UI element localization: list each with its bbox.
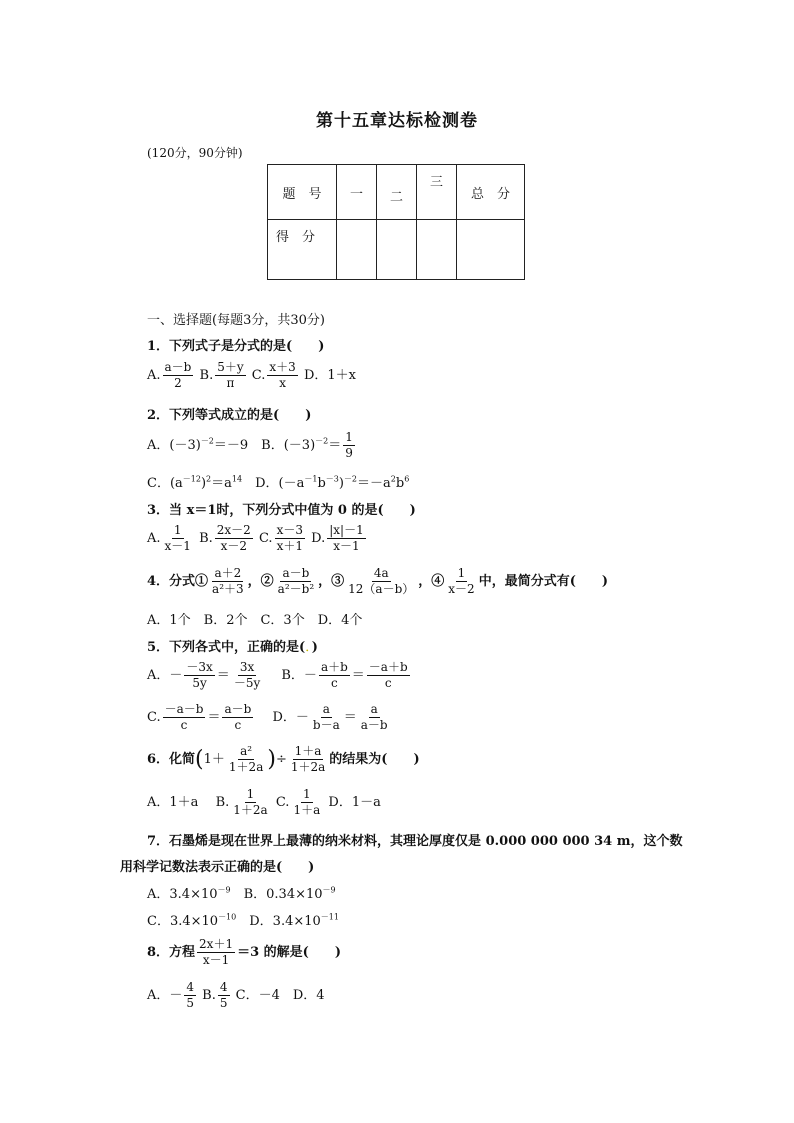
q5-stem: 5．下列各式中，正确的是(．) xyxy=(147,640,318,655)
q5-options-cd: C. $\frac{-a-b}{c}$ ＝ $\frac{a-b}{c}$ D．－ $\frac{a}{b-a}$ ＝ $\frac{a}{a-b}$ xyxy=(147,702,388,732)
header-total: 总 分 xyxy=(457,165,525,220)
q1-options: A. $\frac{a-b}{2}$ B. $\frac{5+y}{\pi}$ C. $\frac{x+3}{x}$ D．1＋x xyxy=(147,360,356,390)
q8-stem: 8．方程 $\frac{2x+1}{x-1}$ ＝3 的解是( ) xyxy=(147,937,341,967)
score-table-header-row xyxy=(268,165,525,220)
page-title: 第十五章达标检测卷 xyxy=(316,111,478,131)
score-cell-3 xyxy=(417,220,457,280)
header-part-2: 二 xyxy=(377,165,417,220)
q1-option-c-fraction: $\frac{x+3}{x}$ xyxy=(269,360,296,390)
q3-stem: 3．当 x＝1时，下列分式中值为 0 的是( ) xyxy=(147,503,416,518)
header-part-3: 三 xyxy=(417,165,457,220)
q4-stem: 4．分式① $\frac{a+2}{\text{a²＋3}}$ ，② $\frac{a-b}{\text{a²－b²}}$ ，③ $\frac{4a}{12(a-b)}$ ，④ $\frac{1}{x-2}$ 中，最简分式有( ) xyxy=(147,566,608,596)
q7-options-cd: C．$3.4\times 10^{-10}$ D．$3.4\times 10^{-11}$ xyxy=(147,912,339,929)
q7-stem-line2: 用科学记数法表示正确的是( ) xyxy=(120,860,315,875)
score-cell-1 xyxy=(337,220,377,280)
q1-stem: 1．下列式子是分式的是( ) xyxy=(147,339,325,354)
q4-options: A．1个 B．2个 C．3个 D．4个 xyxy=(147,613,363,628)
score-cell-2 xyxy=(377,220,417,280)
q2-option-b-fraction: $\frac{1}{9}$ xyxy=(345,430,353,460)
q6-options: A．1＋a B. $\frac{1}{1+2a}$ C. $\frac{1}{1+a}$ D．1－a xyxy=(147,787,381,817)
score-cell-total xyxy=(457,220,525,280)
q5-options-ab: A．－ $\frac{-3x}{5y}$ ＝ $\frac{3x}{-5y}$ B．－ $\frac{a+b}{c}$ ＝ $\frac{-a+b}{c}$ xyxy=(147,660,408,690)
q7-stem-line1: 7．石墨烯是现在世界上最薄的纳米材料，其理论厚度仅是 0.000 000 000 34 m，这个数 xyxy=(147,834,683,849)
q8-options: A．－ $\frac{4}{5}$ B. $\frac{4}{5}$ C．－4 D．4 xyxy=(147,980,325,1010)
score-table-score-row xyxy=(268,220,525,280)
q1-option-b-fraction: $\frac{5+y}{\pi}$ xyxy=(217,360,244,390)
q3-options: A. $\frac{1}{x-1}$ B. $\frac{2x-2}{x-2}$ C. $\frac{x-3}{x+1}$ D. $\frac{|x|-1}{x-1}$ xyxy=(147,523,364,553)
header-label: 题 号 xyxy=(268,165,337,220)
q2-options-cd: C．$(a^{-12})^2=a^{14}$ D．$(-a^{-1}b^{-3})^{-2}=-a^2b^6$ xyxy=(147,474,410,491)
q1-option-a-fraction: $\frac{a-b}{2}$ xyxy=(164,360,192,390)
header-part-1: 一 xyxy=(337,165,377,220)
q2-options-ab: A．$(-3)^{-2}=-9$ B．$(-3)^{-2}=$ $\frac{1}{9}$ xyxy=(147,430,353,460)
score-time-info: (120分，90分钟) xyxy=(147,146,243,160)
score-table xyxy=(267,164,525,280)
q7-options-ab: A．$3.4\times 10^{-9}$ B．$0.34\times 10^{-9}$ xyxy=(147,885,336,902)
q6-stem: 6．化简(1＋ $\frac{\text{a²}}{1+2a}$ )÷ $\frac{1+a}{1+2a}$ 的结果为( ) xyxy=(147,744,420,774)
section-heading: 一、选择题(每题3分，共30分) xyxy=(147,313,325,328)
score-label: 得 分 xyxy=(268,220,337,280)
q2-stem: 2．下列等式成立的是( ) xyxy=(147,408,312,423)
